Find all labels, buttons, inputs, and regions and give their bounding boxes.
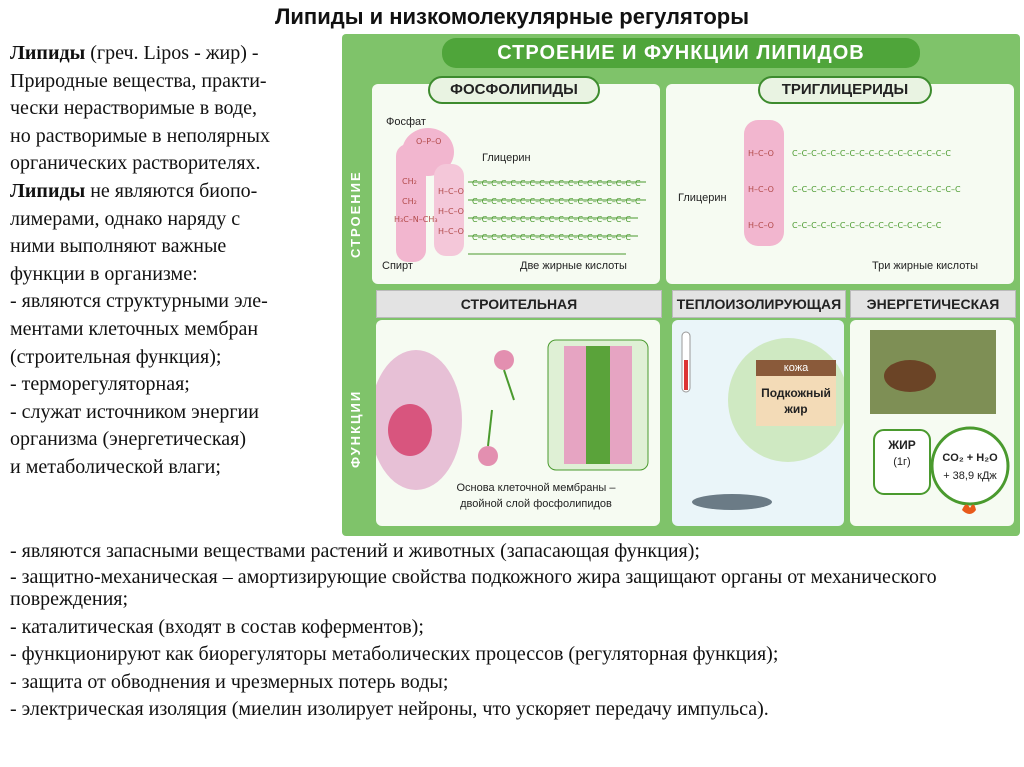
- subcutaneous-fat-label-1: Подкожный: [761, 386, 831, 400]
- function-item: - каталитическая (входят в состав коферментов);: [10, 615, 424, 638]
- membrane-panel: [376, 320, 660, 526]
- svg-text:C–C–C–C–C–C–C–C–C–C–C–C–C–C–C–: C–C–C–C–C–C–C–C–C–C–C–C–C–C–C–C–C: [472, 215, 631, 224]
- svg-text:H₃C–N–CH₃: H₃C–N–CH₃: [394, 215, 438, 224]
- text-line: Природные вещества, практи-: [10, 69, 267, 92]
- text-line: и метаболической влаги;: [10, 455, 221, 478]
- text-line: но растворимые в неполярных: [10, 124, 270, 147]
- svg-text:O–P–O: O–P–O: [416, 137, 442, 146]
- svg-text:CH₂: CH₂: [402, 197, 417, 206]
- fat-mass-label: (1г): [893, 456, 911, 468]
- membrane-caption-2: двойной слой фосфолипидов: [460, 498, 612, 510]
- text-line: - служат источником энергии: [10, 400, 259, 423]
- svg-text:H–C–O: H–C–O: [748, 221, 774, 230]
- text-line: лимерами, однако наряду с: [10, 207, 241, 230]
- text-line: организма (энергетическая): [10, 428, 247, 451]
- svg-text:C–C–C–C–C–C–C–C–C–C–C–C–C–C–C–: C–C–C–C–C–C–C–C–C–C–C–C–C–C–C–C–C–C: [472, 179, 641, 188]
- svg-text:H–C–O: H–C–O: [438, 227, 464, 236]
- products-label: CO₂ + H₂O: [942, 452, 998, 464]
- energetic-function-heading: ЭНЕРГЕТИЧЕСКАЯ: [850, 290, 1016, 318]
- svg-text:H–C–O: H–C–O: [438, 187, 464, 196]
- membrane-illustration: [376, 320, 660, 526]
- svg-text:C–C–C–C–C–C–C–C–C–C–C–C–C–C–C–: C–C–C–C–C–C–C–C–C–C–C–C–C–C–C–C–C: [792, 149, 951, 158]
- energy-panel: [850, 320, 1014, 526]
- text-line: - терморегуляторная;: [10, 373, 190, 396]
- text-line: ними выполняют важные: [10, 235, 227, 258]
- three-fatty-acids-label: Три жирные кислоты: [872, 260, 979, 272]
- lipids-poster: [342, 34, 1020, 536]
- two-fatty-acids-label: Две жирные кислоты: [520, 260, 627, 272]
- function-item: - являются запасными веществами растений и животных (запасающая функция);: [10, 540, 700, 562]
- function-item: - защита от обводнения и чрезмерных потерь воды;: [10, 670, 449, 693]
- intro-text: [10, 40, 350, 482]
- energy-illustration: [850, 320, 1014, 526]
- phosphate-label: Фосфат: [386, 116, 426, 128]
- insulating-function-heading: ТЕПЛОИЗОЛИРУЮЩАЯ: [672, 290, 846, 318]
- text-line: функции в организме:: [10, 262, 198, 285]
- svg-text:H–C–O: H–C–O: [438, 207, 464, 216]
- insulation-illustration: [672, 320, 844, 526]
- svg-text:C–C–C–C–C–C–C–C–C–C–C–C–C–C–C–: C–C–C–C–C–C–C–C–C–C–C–C–C–C–C–C–C–C: [472, 197, 641, 206]
- alcohol-label: Спирт: [382, 260, 413, 272]
- skin-label: кожа: [783, 362, 809, 374]
- glycerol-label-2: Глицерин: [678, 192, 727, 204]
- phospholipid-molecule: [376, 104, 656, 274]
- svg-text:C–C–C–C–C–C–C–C–C–C–C–C–C–C–C–: C–C–C–C–C–C–C–C–C–C–C–C–C–C–C–C: [792, 221, 942, 230]
- subcutaneous-fat-label-2: жир: [784, 402, 808, 416]
- term-lipids-2: Липиды: [10, 179, 86, 202]
- glycerol-label: Глицерин: [482, 152, 531, 164]
- svg-text:C–C–C–C–C–C–C–C–C–C–C–C–C–C–C–: C–C–C–C–C–C–C–C–C–C–C–C–C–C–C–C–C: [472, 233, 631, 242]
- etymology: (греч. Lipos - жир) -: [85, 42, 259, 64]
- side-label-functions: ФУНКЦИИ: [348, 389, 363, 469]
- side-label-structure: СТРОЕНИЕ: [348, 170, 363, 258]
- text-line: (строительная функция);: [10, 345, 222, 368]
- poster-banner: СТРОЕНИЕ И ФУНКЦИИ ЛИПИДОВ: [442, 38, 920, 68]
- function-item: - защитно-механическая – амортизирующие свойства подкожного жира защищают органы от механического повреждения;: [10, 565, 937, 610]
- membrane-caption-1: Основа клеточной мембраны –: [456, 482, 616, 494]
- text-line: ментами клеточных мембран: [10, 317, 259, 340]
- function-item: - электрическая изоляция (миелин изолирует нейроны, что ускоряет передачу импульса).: [10, 698, 769, 721]
- building-function-heading: СТРОИТЕЛЬНАЯ: [376, 290, 662, 318]
- svg-text:C–C–C–C–C–C–C–C–C–C–C–C–C–C–C–: C–C–C–C–C–C–C–C–C–C–C–C–C–C–C–C–C–C: [792, 185, 961, 194]
- insulation-panel: [672, 320, 844, 526]
- function-item: - функционируют как биорегуляторы метаболических процессов (регуляторная функция);: [10, 643, 779, 666]
- functions-list: [10, 538, 1010, 724]
- energy-yield-label: + 38,9 кДж: [943, 470, 997, 482]
- definition-line: [10, 40, 350, 68]
- functions-intro-line: Липиды не являются биопо-: [10, 179, 258, 202]
- text-line: чески нерастворимые в воде,: [10, 97, 258, 120]
- term-lipids: Липиды: [10, 42, 86, 64]
- text-line: органических растворителях.: [10, 152, 261, 175]
- svg-text:CH₂: CH₂: [402, 177, 417, 186]
- phospholipids-heading: ФОСФОЛИПИДЫ: [428, 76, 600, 104]
- slide-title: Липиды и низкомолекулярные регуляторы: [274, 4, 750, 29]
- triglycerides-heading: ТРИГЛИЦЕРИДЫ: [758, 76, 932, 104]
- svg-text:H–C–O: H–C–O: [748, 149, 774, 158]
- triglyceride-molecule: [676, 114, 1006, 254]
- fat-label: ЖИР: [888, 438, 916, 452]
- svg-text:H–C–O: H–C–O: [748, 185, 774, 194]
- text-line: - являются структурными эле-: [10, 290, 268, 313]
